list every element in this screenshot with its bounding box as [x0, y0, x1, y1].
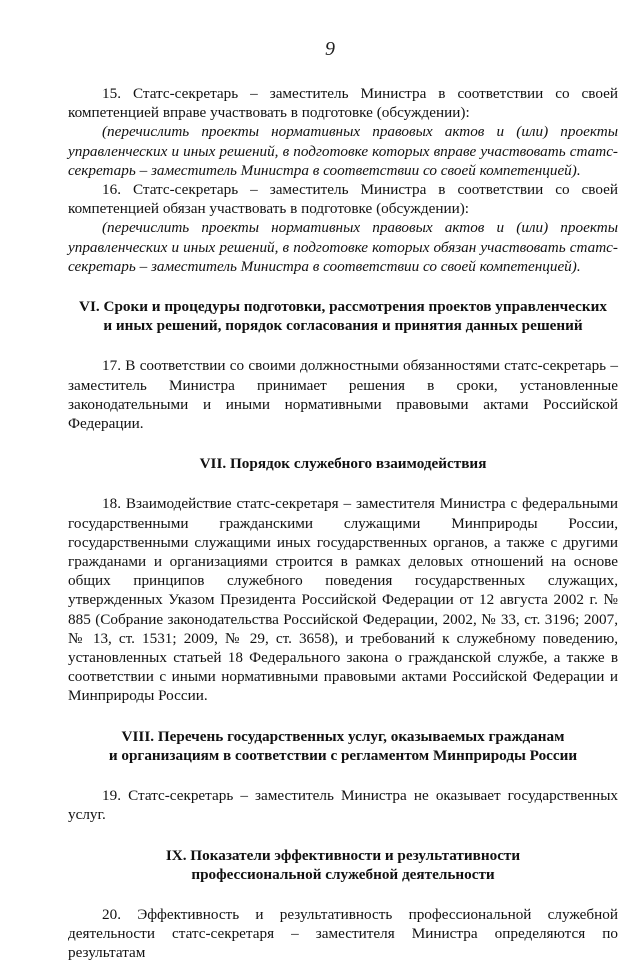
- document-body: [68, 84, 618, 963]
- section-9-heading-line-1: IX. Показатели эффективности и результативности: [165, 846, 521, 864]
- page-number: 9: [325, 38, 335, 60]
- paragraph-18: 18. Взаимодействие статс-секретаря – заместителя Министра с федеральными государственными гражданскими служащими Минприроды России, государственными служащими иных государственных органов, а также с другими гражданами и организациями строится в рамках деловых отношений на основе общих принципов служебного поведения государственных служащих, утвержденных Указом Президента Российской Федерации от 12 августа 2002 г. № 885 (Собрание законодательства Российской Федерации, 2002, № 33, ст. 3196; 2007, № 13, ст. 1531; 2009, № 29, ст. 3658), и требований к служебному поведению, установленных статьей 18 Федерального закона о гражданской службе, а также в соответствии с иными нормативными правовыми актами Российской Федерации и Минприроды России.: [68, 495, 618, 705]
- section-6-heading-line-2: и иных решений, порядок согласования и принятия данных решений: [103, 317, 583, 335]
- section-8-heading: [68, 727, 618, 765]
- section-9-heading: [68, 846, 618, 884]
- paragraph-15-note: (перечислить проекты нормативных правовых актов и (или) проекты управленческих и иных решений, в подготовке которых вправе участвовать статс-секретарь – заместитель Министра в соответствии со своей компетенцией).: [68, 123, 618, 179]
- paragraph-16: 16. Статс-секретарь – заместитель Министра в соответствии со своей компетенцией обязан участвовать в подготовке (обсуждении):: [68, 181, 618, 218]
- paragraph-16-note: (перечислить проекты нормативных правовых актов и (или) проекты управленческих и иных решений, в подготовке которых обязан участвовать статс-секретарь – заместитель Министра в соответствии со своей компетенцией).: [68, 219, 618, 275]
- paragraph-19: 19. Статс-секретарь – заместитель Министра не оказывает государственных услуг.: [68, 787, 618, 824]
- section-7-heading: VII. Порядок служебного взаимодействия: [199, 455, 487, 473]
- section-6-heading: [68, 297, 618, 335]
- paragraph-17: 17. В соответствии со своими должностными обязанностями статс-секретарь – заместитель Министра принимает решения в сроки, установленные законодательными и иными нормативными правовыми актами Российской Федерации.: [68, 357, 618, 433]
- paragraph-15: 15. Статс-секретарь – заместитель Министра в соответствии со своей компетенцией вправе участвовать в подготовке (обсуждении):: [68, 85, 618, 122]
- paragraph-20: 20. Эффективность и результативность профессиональной служебной деятельности статс-секретаря – заместителя Министра определяются по результатам: [68, 905, 618, 962]
- section-8-heading-line-2: и организациям в соответствии с регламентом Минприроды России: [108, 746, 578, 764]
- section-6-heading-line-1: VI. Сроки и процедуры подготовки, рассмотрения проектов управленческих: [79, 298, 607, 316]
- section-8-heading-line-1: VIII. Перечень государственных услуг, оказываемых гражданам: [121, 727, 565, 745]
- section-9-heading-line-2: профессиональной служебной деятельности: [191, 865, 495, 883]
